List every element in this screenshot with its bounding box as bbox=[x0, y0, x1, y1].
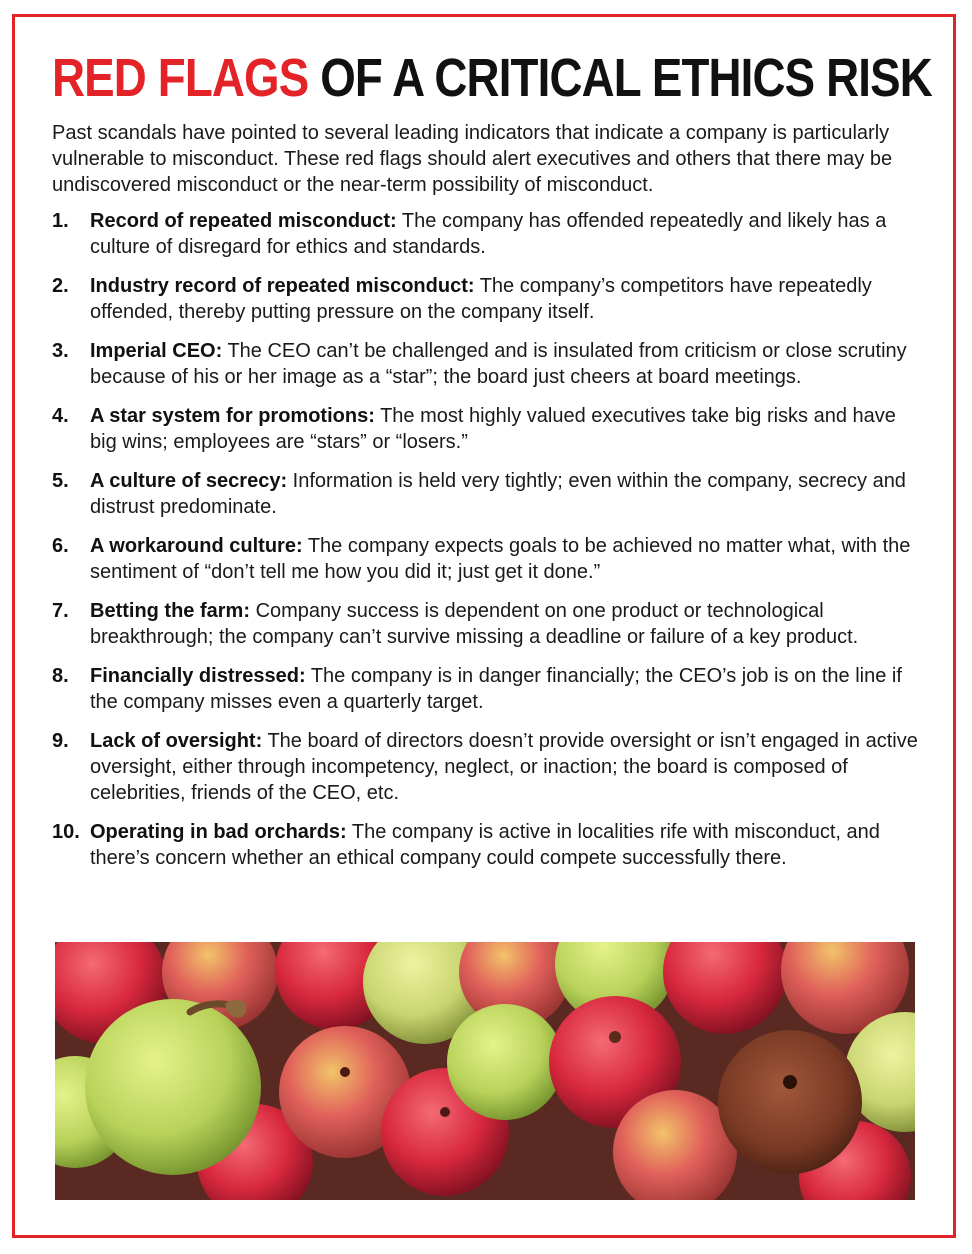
flag-item-10 bbox=[52, 819, 918, 871]
flag-name: A star system for promotions: bbox=[90, 405, 375, 427]
flag-item-4 bbox=[52, 403, 918, 455]
flag-item-7 bbox=[52, 598, 918, 650]
apple-stem-spot bbox=[440, 1107, 450, 1117]
flag-name: Record of repeated misconduct: bbox=[90, 210, 397, 232]
flag-name: A workaround culture: bbox=[90, 535, 303, 557]
apple bbox=[85, 999, 261, 1175]
flag-name: Lack of oversight: bbox=[90, 730, 263, 752]
flag-item-1 bbox=[52, 208, 918, 260]
apple-stem-spot bbox=[609, 1031, 621, 1043]
flag-number: 6. bbox=[52, 535, 69, 557]
intro-paragraph: Past scandals have pointed to several leading indicators that indicate a company is particularly vulnerable to misconduct. These red flags should alert executives and others that there may be undiscovered misconduct or the near-term possibility of misconduct. bbox=[52, 122, 893, 196]
apple bbox=[447, 1004, 563, 1120]
flag-name: A culture of secrecy: bbox=[90, 470, 288, 492]
flag-item-9 bbox=[52, 728, 918, 806]
flag-number: 10. bbox=[52, 821, 80, 843]
flag-description: The company has offended repeatedly and likely has a culture of disregard for ethics and standards. bbox=[90, 210, 887, 258]
flag-name: Financially distressed: bbox=[90, 665, 306, 687]
flag-name: Industry record of repeated misconduct: bbox=[90, 275, 475, 297]
title-black-part: OF A CRITICAL ETHICS RISK bbox=[320, 48, 932, 108]
flag-number: 3. bbox=[52, 340, 69, 362]
flag-description: The company’s competitors have repeatedly offended, thereby putting pressure on the company itself. bbox=[90, 275, 872, 323]
flag-number: 7. bbox=[52, 600, 69, 622]
apples-photo bbox=[55, 942, 915, 1200]
flag-description: Information is held very tightly; even within the company, secrecy and distrust predominate. bbox=[90, 470, 906, 518]
flag-number: 5. bbox=[52, 470, 69, 492]
title-red-part: RED FLAGS bbox=[52, 48, 309, 108]
flag-number: 2. bbox=[52, 275, 69, 297]
flag-description: The CEO can’t be challenged and is insulated from criticism or close scrutiny because of his or her image as a “star”; the board just cheers at board meetings. bbox=[90, 340, 907, 388]
flag-number: 9. bbox=[52, 730, 69, 752]
flag-item-5 bbox=[52, 468, 918, 520]
rotten-apple bbox=[718, 1030, 862, 1174]
page-title bbox=[52, 48, 932, 108]
apple-stem-spot bbox=[340, 1067, 350, 1077]
flag-item-8 bbox=[52, 663, 918, 715]
flag-description: The company is active in localities rife with misconduct, and there’s concern whether an ethical company could compete successfully there. bbox=[90, 821, 880, 869]
flag-description: The most highly valued executives take big risks and have big wins; employees are “stars” or “losers.” bbox=[90, 405, 896, 453]
red-flags-list bbox=[52, 208, 918, 884]
apple-stem-spot bbox=[783, 1075, 797, 1089]
flag-item-6 bbox=[52, 533, 918, 585]
flag-number: 1. bbox=[52, 210, 69, 232]
flag-name: Operating in bad orchards: bbox=[90, 821, 347, 843]
flag-item-2 bbox=[52, 273, 918, 325]
flag-number: 8. bbox=[52, 665, 69, 687]
flag-description: The board of directors doesn’t provide oversight or isn’t engaged in active oversight, either through incompetency, neglect, or inaction; the board is composed of celebrities, friends of the CEO, etc. bbox=[90, 730, 918, 804]
flag-item-3 bbox=[52, 338, 918, 390]
flag-description: Company success is dependent on one product or technological breakthrough; the company can’t survive missing a deadline or failure of a key product. bbox=[90, 600, 859, 648]
flag-description: The company expects goals to be achieved no matter what, with the sentiment of “don’t tell me how you did it; just get it done.” bbox=[90, 535, 911, 583]
flag-name: Imperial CEO: bbox=[90, 340, 223, 362]
flag-number: 4. bbox=[52, 405, 69, 427]
apples-illustration bbox=[55, 942, 915, 1200]
flag-description: The company is in danger financially; the CEO’s job is on the line if the company misses even a quarterly target. bbox=[90, 665, 902, 713]
flag-name: Betting the farm: bbox=[90, 600, 250, 622]
